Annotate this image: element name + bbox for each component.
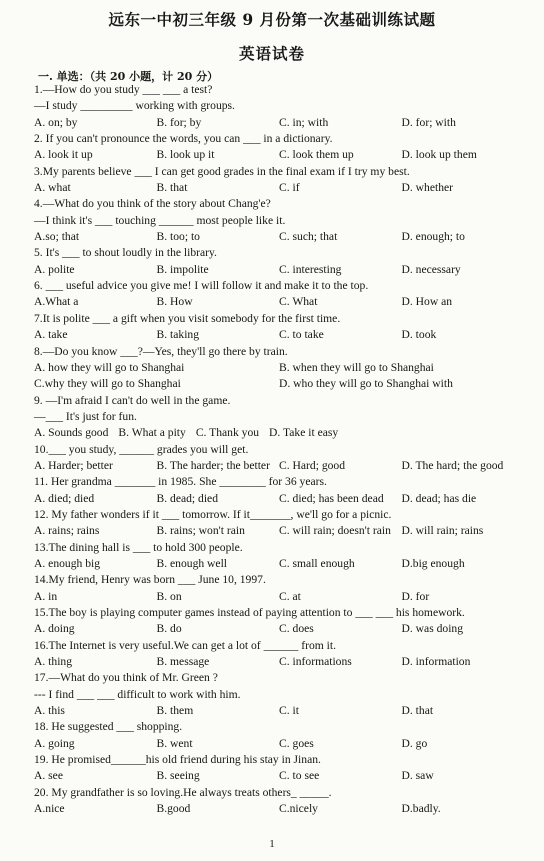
answer-option: D. dead; has die [401,491,477,505]
answer-option: C. died; has been dead [279,491,384,505]
question-line: 17.—What do you think of Mr. Green ? [34,671,218,685]
question-line: 9. —I'm afraid I can't do well in the game. [34,393,231,407]
answer-option: A. on; by [34,115,78,129]
answer-options [34,589,524,605]
answer-option: A. going [34,736,75,750]
answer-options [34,491,524,507]
answer-options [34,621,524,637]
answer-option: A. polite [34,262,75,276]
answer-options [34,768,524,784]
answer-options [34,229,524,245]
question-line: 5. It's ___ to shout loudly in the library. [34,246,217,260]
answer-option: C. small enough [279,556,355,570]
answer-options [34,115,524,131]
question-line: 12. My father wonders if it ___ tomorrow. If it_______, we'll go for a picnic. [34,507,392,521]
question-line: 8.—Do you know ___?—Yes, they'll go there by train. [34,344,288,358]
question-line: 6. ___ useful advice you give me! I will follow it and make it to the top. [34,279,369,293]
answer-option: C. does [279,622,314,636]
answer-option: C. informations [279,655,352,669]
question-line: —I study _________ working with groups. [34,99,235,113]
answer-options [34,425,524,441]
question-line: 15.The boy is playing computer games instead of paying attention to ___ ___ his homework. [34,606,465,619]
question-line: 13.The dining hall is ___ to hold 300 people. [34,540,243,554]
answer-option: B. too; to [156,230,200,244]
answer-option: A. in [34,589,58,603]
answer-option: D.big enough [401,556,465,570]
answer-option: D. necessary [401,262,461,276]
answer-option: B. rains; won't rain [156,524,245,538]
answer-option: C. to see [279,769,320,783]
answer-option: B. dead; died [156,491,218,505]
answer-option: A. enough big [34,556,101,570]
exam-title: 远东一中初三年级 9 月份第一次基础训练试题 [108,10,436,29]
answer-option: D. for; with [401,115,456,129]
answer-options [34,360,524,376]
question-line: —I think it's ___ touching ______ most people like it. [34,213,286,227]
answer-option: B. seeing [156,769,200,783]
answer-option: B. on [156,589,182,603]
question-line: 7.It is polite ___ a gift when you visit somebody for the first time. [34,311,341,325]
answer-option: B. taking [156,328,200,342]
answer-option: D. go [401,736,428,750]
answer-option: B. message [156,655,210,669]
answer-option: D. will rain; rains [401,524,484,538]
answer-option: A. see [34,769,63,783]
answer-option: C. such; that [279,230,338,244]
answer-option: C. Thank you [195,426,260,440]
answer-option: A.nice [34,802,65,816]
answer-option: B. enough well [156,556,228,570]
answer-option: D. was doing [401,622,464,636]
answer-option: B. when they will go to Shanghai [279,360,434,374]
answer-option: D. for [401,589,430,603]
answer-option: C. at [279,589,301,603]
answer-option: C. goes [279,736,314,750]
answer-options [34,556,524,572]
answer-option: C. will rain; doesn't rain [279,524,391,538]
answer-option: B. impolite [156,262,209,276]
answer-option: D. look up them [401,148,477,162]
answer-option: C. it [279,704,299,718]
exam-subtitle: 英语试卷 [238,44,305,63]
answer-option: B. for; by [156,115,202,129]
answer-option: A.What a [34,295,79,309]
answer-option: D. The hard; the good [401,458,504,472]
answer-option: D. saw [401,769,434,783]
answer-option: C. to take [279,328,324,342]
question-line: 11. Her grandma _______ in 1985. She ________ for 36 years. [34,475,327,489]
answer-option: A. Harder; better [34,458,113,472]
answer-option: D. that [401,704,434,718]
answer-option: B. How [156,295,193,309]
answer-options [34,262,524,278]
answer-option: A. look it up [34,148,93,162]
question-line: 19. He promised______his old friend during his stay in Jinan. [34,753,321,767]
answer-options [34,801,524,817]
answer-option: D. How an [401,295,453,309]
answer-option: A. what [34,181,71,195]
answer-option: C. look them up [279,148,354,162]
answer-option: A. Sounds good [34,426,109,440]
question-line: 4.—What do you think of the story about Chang'e? [34,197,271,211]
answer-option: C. Hard; good [279,458,346,472]
answer-option: C.why they will go to Shanghai [34,377,181,391]
answer-options [34,458,524,474]
answer-option: D. whether [401,181,454,195]
question-line: 18. He suggested ___ shopping. [34,720,183,734]
question-line: 1.—How do you study ___ ___ a test? [34,83,213,96]
section-heading: 一. 单选：（共 20 小题，计 20 分） [38,70,219,83]
answer-option: B. do [156,622,182,636]
answer-options [34,327,524,343]
answer-option: B. went [156,736,193,750]
answer-option: A. take [34,328,68,342]
answer-option: D. enough; to [401,230,465,244]
answer-option: C. if [279,181,300,195]
page-number: 1 [269,838,275,850]
answer-option: B. them [156,704,194,718]
answer-option: A. doing [34,622,75,636]
answer-option: C. What [279,295,318,309]
answer-option: B. look up it [156,148,215,162]
answer-option: A. this [34,704,65,718]
question-line: 10.___ you study, ______ grades you will get. [34,442,249,456]
answer-option: A.so; that [34,230,80,244]
answer-options [34,294,524,310]
answer-option: D. information [401,655,471,669]
answer-option: B.good [156,802,191,816]
answer-option: C.nicely [279,802,318,816]
answer-option: A. died; died [34,491,95,505]
answer-options [34,147,524,163]
answer-option: B. The harder; the better [156,458,270,472]
answer-options [34,736,524,752]
question-line: 3.My parents believe ___ I can get good grades in the final exam if I try my best. [34,164,410,178]
question-line: 16.The Internet is very useful.We can get a lot of ______ from it. [34,638,337,652]
answer-options [34,180,524,196]
answer-option: A. how they will go to Shanghai [34,360,185,374]
question-line: --- I find ___ ___ difficult to work with him. [34,687,241,701]
answer-option: D. who they will go to Shanghai with [279,377,453,391]
answer-option: D.badly. [401,802,441,816]
answer-option: B. that [156,181,188,195]
question-line: 20. My grandfather is so loving.He always treats others_ _____. [34,785,332,799]
answer-option: A. thing [34,655,73,669]
answer-option: D. took [401,328,437,342]
answer-option: C. in; with [279,115,329,129]
answer-option: C. interesting [279,262,342,276]
answer-options [34,703,524,719]
answer-options [34,376,524,392]
answer-options [34,654,524,670]
question-line: —___ It's just for fun. [34,409,137,423]
answer-option: D. Take it easy [269,426,339,440]
question-line: 14.My friend, Henry was born ___ June 10, 1997. [34,573,266,587]
question-line: 2. If you can't pronounce the words, you can ___ in a dictionary. [34,132,333,146]
answer-option: B. What a pity [118,426,186,440]
answer-options [34,523,524,539]
question-list [34,82,524,817]
answer-option: A. rains; rains [34,524,100,538]
